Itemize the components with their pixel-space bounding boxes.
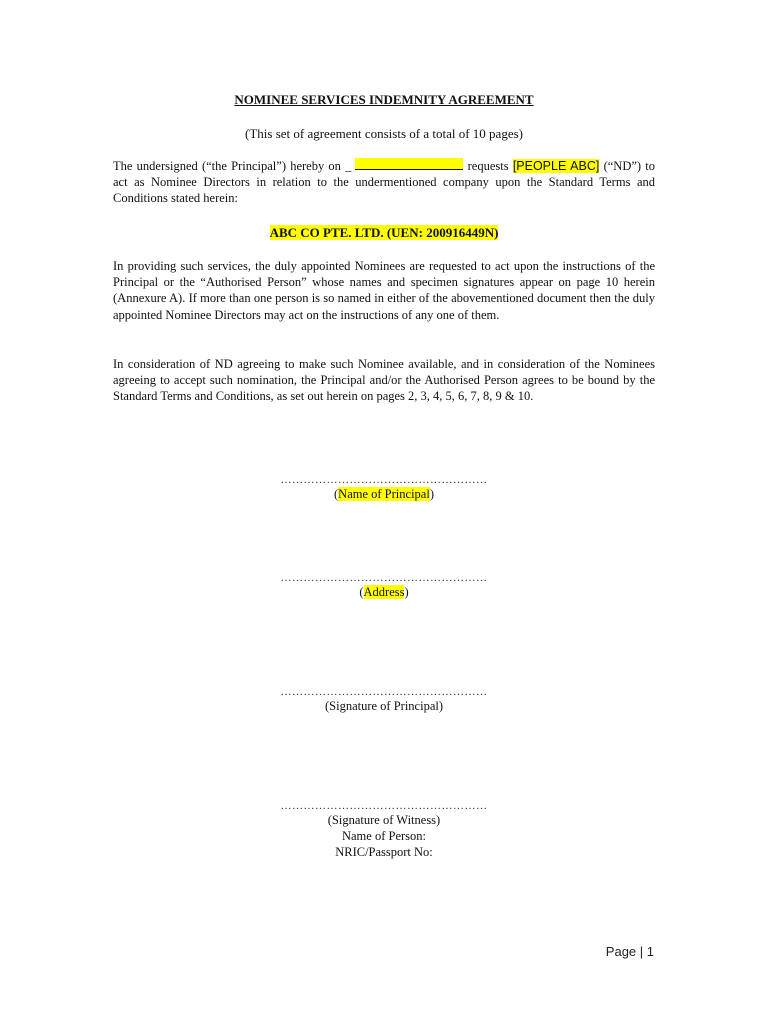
paren-open: ( [359,585,364,599]
principal-name-block [0,474,768,502]
document-title-text: NOMINEE SERVICES INDEMNITY AGREEMENT [234,92,534,107]
principal-name-label [0,486,768,502]
consideration-paragraph: In consideration of ND agreeing to make such Nominee available, and in consideration of the Nominees agreeing to accept such nomination, the Principal and/or the Authorised Person agrees to be bound by the Standard Terms and Conditions, as set out herein on pages 2, 3, 4, 5, 6, 7, 8, 9 & 10. [113,357,655,404]
services-paragraph: In providing such services, the duly appointed Nominees are requested to act upon the instructions of the Principal or the “Authorised Person” whose names and specimen signatures appear on page 10 herein (Annexure A). If more than one person is so named in either of the abovementioned document then the duly appointed Nominee Directors may act on the instructions of any one of them. [113,259,655,322]
paren-close: ) [429,487,434,501]
company-name: ABC CO PTE. LTD. (UEN: 200916449N) [269,225,499,240]
document-title [0,92,768,108]
witness-signature-label: (Signature of Witness) [327,813,441,827]
document-subtitle: (This set of agreement consists of a total of 10 pages) [245,126,523,141]
signature-line: ……………………………………………… [280,572,488,584]
address-label [0,584,768,600]
witness-name-label: Name of Person: [341,829,426,843]
intro-part3: (“ND”) to act as Nominee Directors in relation to the undermentioned company upon the Standard Terms and Conditions stated herein: [113,159,655,206]
company-line [0,225,768,241]
address-text: Address [363,585,405,599]
principal-signature-block [0,686,768,714]
page-number: Page | 1 [605,944,654,959]
paren-close: ) [404,585,409,599]
intro-part2: requests [467,159,509,173]
intro-paragraph [113,158,655,207]
signature-line: ……………………………………………… [280,474,488,486]
nominee-name-placeholder: [PEOPLE ABC] [512,159,600,173]
paren-open: ( [334,487,339,501]
principal-name-text: Name of Principal [338,487,430,501]
witness-id-label: NRIC/Passport No: [335,845,433,859]
date-blank-field [355,158,463,170]
address-block [0,572,768,600]
date-blank-prefix: _ [345,159,352,173]
witness-block [0,800,768,860]
principal-signature-label: (Signature of Principal) [324,699,444,713]
signature-line: ……………………………………………… [280,800,488,812]
signature-line: ……………………………………………… [280,686,488,698]
intro-part1: The undersigned (“the Principal”) hereby on [113,159,341,173]
